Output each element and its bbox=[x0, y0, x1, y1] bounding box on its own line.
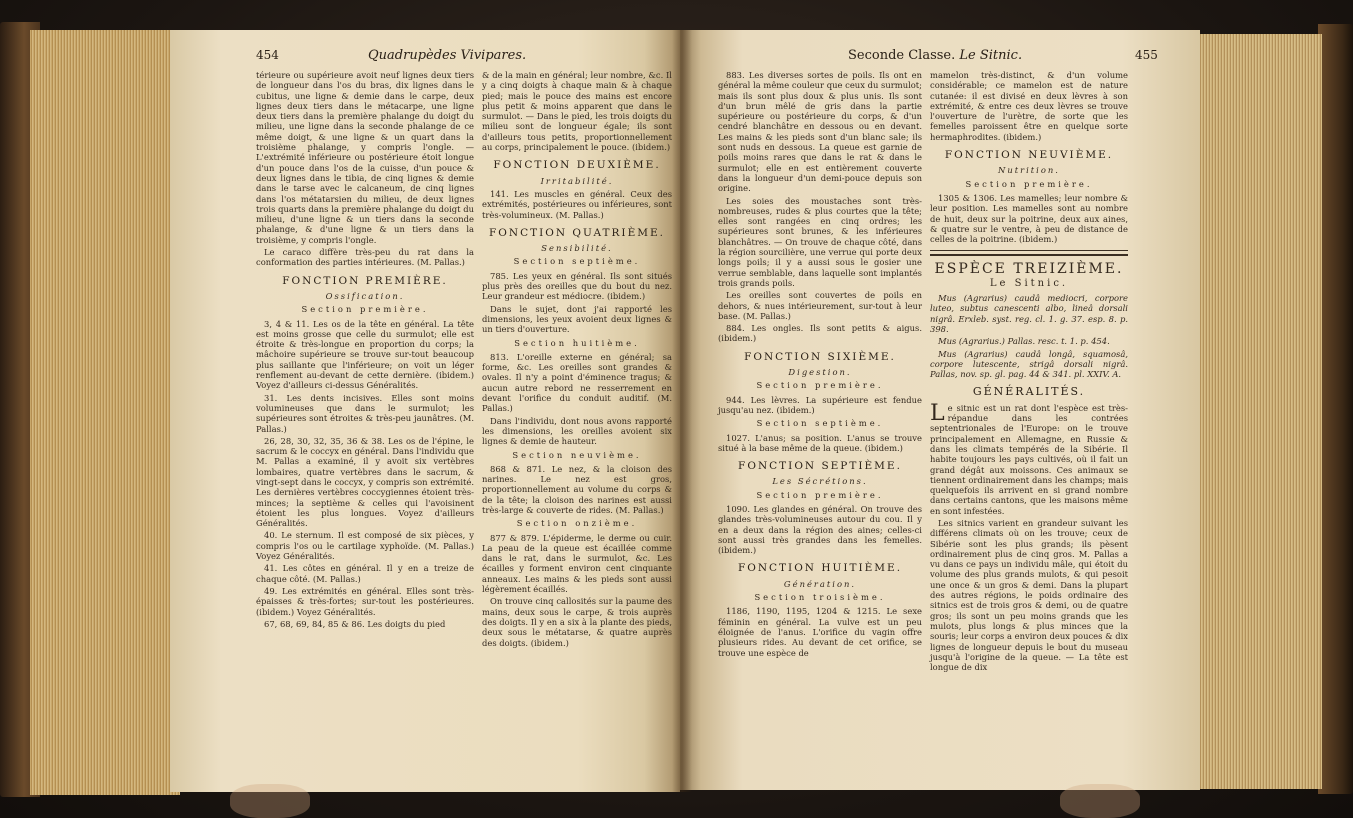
running-title-species: Le Sitnic. bbox=[959, 48, 1023, 63]
right-page-number: 455 bbox=[1135, 48, 1158, 62]
left-column-2 bbox=[482, 70, 672, 650]
paragraph: Dans l'individu, dont nous avons rapporté les dimensions, les oreilles avoient six lignes & demie de hauteur. bbox=[482, 415, 672, 447]
section-label: Section septième. bbox=[513, 256, 641, 267]
right-running-title bbox=[848, 48, 1022, 63]
book-cover-right bbox=[1318, 24, 1353, 794]
species-title: ESPÈCE TREIZIÈME. bbox=[934, 261, 1124, 278]
paragraph: 884. Les ongles. Ils sont petits & aigus. (ibidem.) bbox=[718, 323, 922, 344]
paragraph-text: e sitnic est un rat dont l'espèce est très-répandue dans les contrées septentrionales de l'Europe: on le trouve principalement en Allemagne, en Russie & dans les climats tempérés de la Sibérie. Il habite toujours les pays cultivés, où il fait un grand dégât aux moissons. Ces animaux se tiennent ordinairement dans les champs; mais quelquefois ils arrivent en si grand nombre dans certains cantons, que les maisons même en sont infestées. bbox=[930, 402, 1128, 516]
paragraph: Dans le sujet, dont j'ai rapporté les dimensions, les yeux avoient deux lignes & un tiers d'ouverture. bbox=[482, 303, 672, 335]
species-name: Le Sitnic. bbox=[989, 277, 1069, 289]
paragraph: 1305 & 1306. Les mamelles; leur nombre & leur position. Les mamelles sont au nombre de huit, deux sur la poitrine, deux aux aines, & quatre sur le ventre, à peu de distance de celles de la poitrine. (ibidem.) bbox=[930, 192, 1128, 245]
double-rule bbox=[930, 250, 1128, 256]
paragraph: & de la main en général; leur nombre, &c. Il y a cinq doigts à chaque main & à chaque pied; mais le pouce des mains est encore plus petit & moins apparent que dans le surmulot. — Dans le pied, les trois doigts du milieu sont de longueur égale; ils sont d'ailleurs tous petits, proportionnellement au corps, principalement le pouce. (ibidem.) bbox=[482, 70, 672, 153]
page-edges-right bbox=[1190, 34, 1322, 789]
section-label: Section première. bbox=[301, 304, 429, 315]
subsection-heading: Irritabilité. bbox=[540, 175, 614, 186]
paragraph: Les sitnics varient en grandeur suivant les différens climats où on les trouve; ceux de Sibérie sont les plus grands; ils pèsent ordinairement plus de cinq gros. M. Pallas a vu dans ce pays un individu mâle, qui étoit du volume des plus grands mulots, & qui pesoit une once & un gros & demi. Dans la plupart des autres régions, le poids ordinaire des sitnics est de trois gros & demi, ou de quatre gros; ils sont un peu moins grands que les mulots, plus longs & plus minces que la souris; leur corps a environ deux pouces & dix lignes de longueur depuis le bout du museau jusqu'à l'origine de la queue. — La tête est longue de dix bbox=[930, 517, 1128, 673]
paragraph: 813. L'oreille externe en général; sa forme, &c. Les oreilles sont grandes & ovales. Il n'y a point d'éminence tragus; & aucun autre rebord ne resserrement en devant l'orifice du conduit auditif. (M. Pallas.) bbox=[482, 351, 672, 414]
section-label: Section troisième. bbox=[754, 592, 886, 603]
thumb-left bbox=[230, 784, 310, 818]
section-heading: FONCTION SIXIÈME. bbox=[744, 350, 896, 363]
paragraph: 67, 68, 69, 84, 85 & 86. Les doigts du pied bbox=[264, 618, 446, 629]
synonym: Mus (Agrarius) caudâ mediocri, corpore luteo, subtus canescenti albo, lineâ dorsali nigrâ. Erxleb. syst. reg. cl. 1. g. 37. esp. 8. p. 398. bbox=[930, 293, 1128, 334]
subsection-heading: Nutrition. bbox=[998, 165, 1060, 176]
paragraph: 40. Le sternum. Il est composé de six pièces, y compris l'os ou le cartilage xyphoïde. (M. Pallas.) Voyez Généralités. bbox=[256, 530, 474, 562]
paragraph: térieure ou supérieure avoit neuf lignes deux tiers de longueur dans l'os du bras, dix lignes dans le cubitus, une ligne & demie dans le carpe, deux lignes deux tiers dans le métacarpe, une ligne deux tiers dans la première phalange du doigt du milieu, une ligne dans la seconde phalange de ce même doigt, & une ligne & un quart dans la troisième phalange, y compris l'ongle. — L'extrémité inférieure ou postérieure étoit longue d'un pouce dans l'os de la cuisse, d'un pouce & deux lignes dans le tibia, de cinq lignes & demie dans le tarse avec le calcaneum, de cinq lignes dans l'os métatarsien du milieu, de deux lignes trois quarts dans la première phalange du doigt du milieu, d'une ligne & un tiers dans la seconde phalange, & d'une ligne & un tiers dans la troisième, y compris l'ongle. bbox=[256, 70, 474, 245]
drop-cap: L bbox=[930, 400, 945, 426]
paragraph: 3, 4 & 11. Les os de la tête en général. La tête est moins grosse que celle du surmulot; elle est étroite & très-longue en proportion du corps; la mâchoire supérieure se trouve sur-tout beaucoup plus saillante que l'inférieure; on voit un léger renflement au-devant de cette dernière. (ibidem.) Voyez d'ailleurs ci-dessus Généralités. bbox=[256, 318, 474, 391]
subsection-heading: Sensibilité. bbox=[541, 243, 613, 254]
paragraph: 883. Les diverses sortes de poils. Ils ont en général la même couleur que ceux du surmulot; mais ils sont plus doux & plus unis. Ils sont d'un brun mêlé de gris dans la partie supérieure ou postérieure du corps, & d'un cendré blanchâtre en dessous ou en devant. Les mains & les pieds sont d'un blanc sale; ils sont nuds en dessous. La queue est garnie de poils moins rares que dans le rat & dans le surmulot; elle en est entièrement couverte dans la longueur d'un demi-pouce depuis son origine. bbox=[718, 70, 922, 194]
section-heading: FONCTION NEUVIÈME. bbox=[944, 149, 1114, 162]
paragraph: 1090. Les glandes en général. On trouve des glandes très-volumineuses autour du cou. Il y en a deux dans la région des aines; celles-ci sont aussi très grandes dans les femelles. (ibidem.) bbox=[718, 503, 922, 556]
thumb-right bbox=[1060, 784, 1140, 818]
section-heading: FONCTION DEUXIÈME. bbox=[493, 159, 661, 172]
page-edges-left bbox=[30, 30, 180, 795]
section-label: Section neuvième. bbox=[512, 449, 642, 460]
section-label: Section première. bbox=[756, 380, 884, 391]
right-column-1 bbox=[718, 70, 922, 660]
synonym: Mus (Agrarius) caudâ longâ, squamosâ, corpore lutescente, strigâ dorsali nigrâ. Pallas, nov. sp. gl. pag. 44 & 341. pl. XXIV. A. bbox=[930, 348, 1128, 380]
paragraph: 1186, 1190, 1195, 1204 & 1215. Le sexe féminin en général. La vulve est un peu éloignée de l'anus. L'orifice du vagin offre plusieurs rides. Au devant de cet orifice, se trouve une espèce de bbox=[718, 606, 922, 658]
section-label: Section première. bbox=[756, 489, 884, 500]
paragraph bbox=[930, 400, 1128, 516]
paragraph: 41. Les côtes en général. Il y en a treize de chaque côté. (M. Pallas.) bbox=[256, 563, 474, 584]
section-heading: FONCTION PREMIÈRE. bbox=[282, 274, 448, 287]
section-heading: FONCTION SEPTIÈME. bbox=[738, 460, 902, 473]
subsection-heading: Génération. bbox=[783, 578, 857, 589]
section-heading: FONCTION HUITIÈME. bbox=[737, 562, 903, 575]
section-label: Section onzième. bbox=[516, 518, 638, 529]
section-label: Section huitième. bbox=[514, 337, 640, 348]
subsection-heading: Les Sécrétions. bbox=[772, 476, 868, 487]
section-heading: GÉNÉRALITÉS. bbox=[972, 385, 1086, 399]
subsection-heading: Digestion. bbox=[788, 367, 852, 378]
section-heading: FONCTION QUATRIÈME. bbox=[488, 226, 666, 239]
paragraph: 49. Les extrémités en général. Elles sont très-épaisses & très-fortes; sur-tout les postérieures. (ibidem.) Voyez Généralités. bbox=[256, 585, 474, 617]
paragraph: 877 & 879. L'épiderme, le derme ou cuir. La peau de la queue est écaillée comme dans le rat, dans le surmulot, &c. Les écailles y forment environ cent cinquante anneaux. Les mains & les pieds sont aussi légèrement écaillés. bbox=[482, 532, 672, 595]
subsection-heading: Ossification. bbox=[325, 290, 405, 301]
paragraph: On trouve cinq callosités sur la paume des mains, deux sous le carpe, & trois auprès des doigts. Il y en a six à la plante des pieds, deux sous le métatarse, & quatre auprès des doigts. (ibidem.) bbox=[482, 596, 672, 648]
left-page-number: 454 bbox=[256, 48, 279, 62]
paragraph: 31. Les dents incisives. Elles sont moins volumineuses que dans le surmulot; les supérieures sont étroites & très-peu jaunâtres. (M. Pallas.) bbox=[256, 392, 474, 434]
paragraph: 944. Les lèvres. La supérieure est fendue jusqu'au nez. (ibidem.) bbox=[718, 394, 922, 415]
paragraph: Les soies des moustaches sont très-nombreuses, rudes & plus courtes que la tête; elles sont rangées en cinq ordres; les supérieures sont brunes, & les inférieures blanchâtres. — On trouve de chaque côté, dans la région sourcilière, une verrue qui porte deux longs poils; il y a aussi sous le gosier une verrue semblable, dans laquelle sont implantés trois grands poils. bbox=[718, 195, 922, 288]
paragraph: 868 & 871. Le nez, & la cloison des narines. Le nez est gros, proportionnellement au volume du corps & de la tête; la cloison des narines est aussi très-large & couverte de rides. (M. Pallas.) bbox=[482, 463, 672, 515]
left-running-title: Quadrupèdes Vivipares. bbox=[368, 48, 527, 63]
running-title-class: Seconde Classe. bbox=[848, 48, 956, 63]
paragraph: 141. Les muscles en général. Ceux des extrémités, postérieures ou inférieures, sont très-volumineux. (M. Pallas.) bbox=[482, 188, 672, 220]
section-label: Section première. bbox=[965, 178, 1093, 189]
paragraph: 26, 28, 30, 32, 35, 36 & 38. Les os de l'épine, le sacrum & le coccyx en général. Dans l'individu que M. Pallas a examiné, il y avoit six vertèbres lombaires, quatre vertèbres dans le sacrum, & vingt-sept dans le coccyx, y compris son extrémité. Les dernières vertèbres coccygiennes étoient très-minces; la septième & celles qui l'avoisinent étoient les plus longues. Voyez d'ailleurs Généralités. bbox=[256, 435, 474, 529]
book-gutter bbox=[672, 30, 692, 792]
paragraph: Le caraco diffère très-peu du rat dans la conformation des parties intérieures. (M. Pallas.) bbox=[256, 247, 474, 268]
paragraph: 785. Les yeux en général. Ils sont situés plus près des oreilles que du bout du nez. Leur grandeur est médiocre. (ibidem.) bbox=[482, 270, 672, 302]
right-column-2 bbox=[930, 70, 1128, 674]
paragraph: 1027. L'anus; sa position. L'anus se trouve situé à la base même de la queue. (ibidem.) bbox=[718, 432, 922, 453]
paragraph: Les oreilles sont couvertes de poils en dehors, & nues intérieurement, sur-tout à leur base. (M. Pallas.) bbox=[718, 290, 922, 321]
paragraph: mamelon très-distinct, & d'un volume considérable; ce mamelon est de nature cutanée: il est divisé en deux lèvres à son extrémité, & entre ces deux lèvres se trouve l'ouverture de l'urètre, de sorte que les femelles paroissent être en quelque sorte hermaphrodites. (ibidem.) bbox=[930, 70, 1128, 142]
left-column-1 bbox=[256, 70, 474, 631]
synonym: Mus (Agrarius.) Pallas. resc. t. 1. p. 454. bbox=[938, 336, 1110, 347]
section-label: Section septième. bbox=[756, 418, 884, 429]
